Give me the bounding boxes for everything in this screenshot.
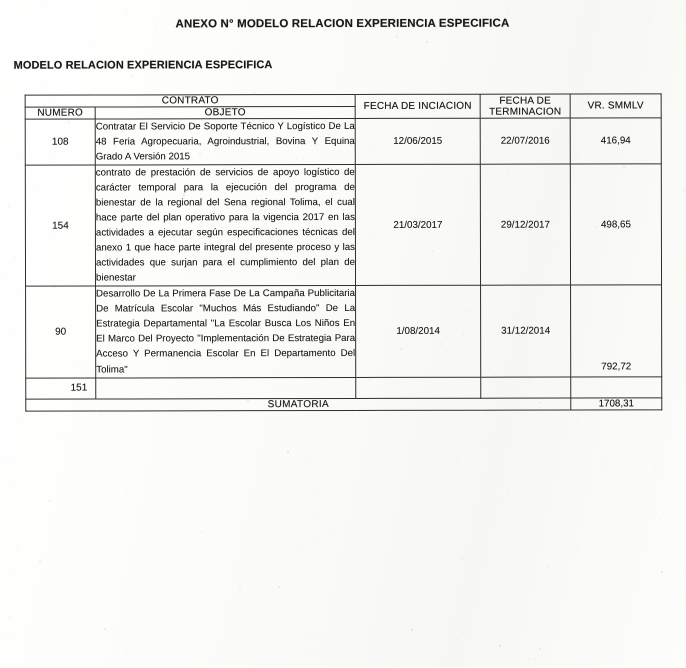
header-fecha-iniciacion: FECHA DE INCIACION <box>355 94 480 118</box>
header-numero: NUMERO <box>25 107 95 119</box>
cell-fecha-iniciacion: 21/03/2017 <box>355 164 480 286</box>
header-fecha-terminacion-line1: FECHA DE <box>499 95 551 107</box>
cell-fecha-terminacion: 22/07/2016 <box>480 118 570 164</box>
page-title: ANEXO N° MODELO RELACION EXPERIENCIA ESPECIFICA <box>175 17 510 31</box>
cell-fecha-iniciacion: 12/06/2015 <box>355 118 480 164</box>
cell-fecha-terminacion: 29/12/2017 <box>480 164 570 285</box>
cell-vr-smmlv: 792,72 <box>571 285 662 376</box>
cell-fecha-iniciacion: 1/08/2014 <box>356 286 481 377</box>
document-subtitle: MODELO RELACION EXPERIENCIA ESPECIFICA <box>13 59 273 72</box>
cell-numero: 154 <box>25 165 95 286</box>
cell-vr-smmlv: 498,65 <box>570 164 661 285</box>
experiencia-especifica-table <box>25 93 663 411</box>
cell-objeto: Desarrollo De La Primera Fase De La Campaña Publicitaria De Matrícula Escolar "Muchos Más Estudiando" De La Estrategia Departamental "La Escolar Busca Los Niños En El Marco Del Proyecto "Implementación De Estrategia Para Acceso Y Permanencia Escolar En El Departamento Del Tolima" <box>96 286 356 378</box>
cell-numero: 90 <box>26 286 96 377</box>
header-fecha-terminacion <box>480 94 570 118</box>
table-row <box>26 285 662 378</box>
header-contrato: CONTRATO <box>25 94 355 107</box>
table-row <box>25 164 661 287</box>
cell-fecha-terminacion: 31/12/2014 <box>481 285 571 376</box>
header-fecha-terminacion-line2: TERMINACION <box>489 106 562 118</box>
header-objeto: OBJETO <box>95 106 355 119</box>
cell-fecha-iniciacion <box>356 377 481 398</box>
table-row <box>25 118 661 165</box>
table-footer-row <box>26 397 662 410</box>
sumatoria-label: SUMATORIA <box>26 398 571 411</box>
cell-objeto: Contratar El Servicio De Soporte Técnico Y Logístico De La 48 Feria Agropecuaria, Agroindustrial, Bovina Y Equina Grado A Versión 2015 <box>95 118 355 165</box>
table-header-row-1 <box>25 94 661 107</box>
cell-objeto: contrato de prestación de servicios de apoyo logístico de carácter temporal para la ejecución del programa de bienestar de la regional del Sena regional Tolima, el cual hace parte del plan operativo para la vigencia 2017 en las actividades a ejecutar según especificaciones técnicas del anexo 1 que hace parte integral del presente proceso y las actividades que surjan para el cumplimiento del plan de bienestar <box>95 165 355 287</box>
cell-vr-smmlv: 416,94 <box>570 118 661 164</box>
cell-objeto <box>96 377 356 399</box>
sumatoria-total: 1708,31 <box>571 397 662 409</box>
header-vr-smmlv: VR. SMMLV <box>570 94 661 118</box>
cell-numero: 108 <box>25 119 95 165</box>
cell-fecha-terminacion <box>481 377 571 398</box>
cell-numero: 151 <box>26 378 96 399</box>
table-row-extra <box>26 376 662 398</box>
cell-vr-smmlv <box>571 376 662 397</box>
